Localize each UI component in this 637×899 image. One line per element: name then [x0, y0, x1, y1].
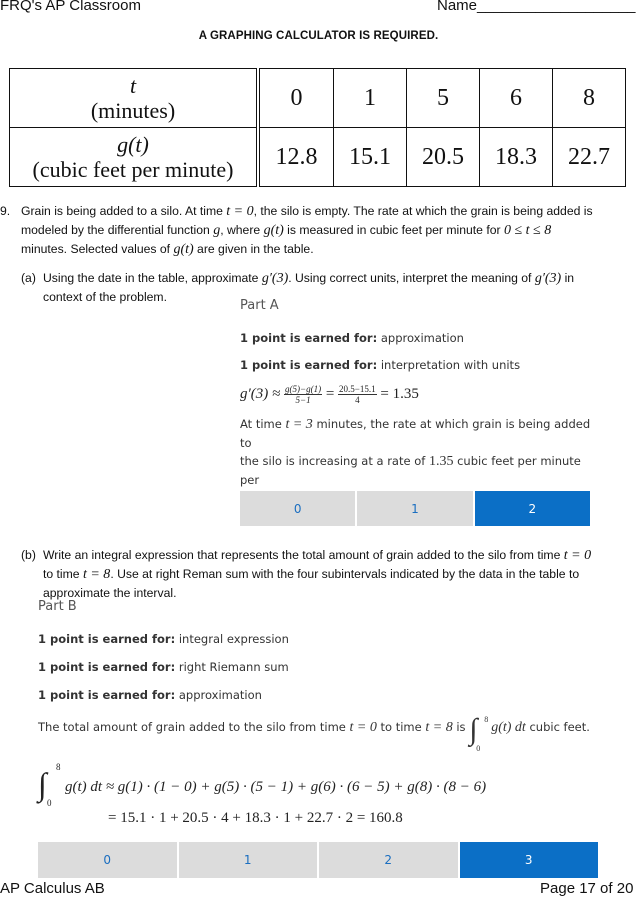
- riemann-sum-line1: ∫ 8 0 g(t) dt ≈ g(1) · (1 − 0) + g(5) · (5 − 1) + g(6) · (6 − 5) + g(8) · (8 − 6): [38, 762, 487, 808]
- calculator-requirement: A GRAPHING CALCULATOR IS REQUIRED.: [198, 30, 439, 42]
- part-a-score-selector: [240, 491, 590, 526]
- part-a-label: (a): [21, 271, 36, 285]
- part-b-label: (b): [21, 548, 36, 562]
- g-symbol: g(t): [117, 132, 149, 157]
- part-b-title: Part B: [38, 599, 77, 614]
- total-statement: The total amount of grain added to the silo from time t = 0 to time t = 8 is ∫ 8 0 g(t) dt cubic feet.: [38, 713, 590, 753]
- t-value: 1: [334, 69, 407, 128]
- course-footer: AP Calculus AB: [0, 880, 105, 897]
- score-1-button[interactable]: 1: [357, 491, 472, 526]
- table-row: [10, 128, 626, 187]
- score-2-button[interactable]: 2: [475, 491, 590, 526]
- g-value: 18.3: [480, 128, 553, 187]
- g-value: 20.5: [407, 128, 480, 187]
- riemann-sum: [38, 762, 633, 827]
- score-2-button[interactable]: 2: [319, 842, 458, 878]
- t-value: 8: [552, 69, 625, 128]
- question-number: 9.: [0, 204, 11, 218]
- t-units: (minutes): [90, 98, 176, 123]
- t-value: 5: [407, 69, 480, 128]
- score-0-button[interactable]: 0: [240, 491, 355, 526]
- g-row-label: [10, 128, 259, 187]
- g-value: 15.1: [334, 128, 407, 187]
- score-3-button[interactable]: 3: [460, 842, 599, 878]
- part-b-score-selector: [38, 842, 598, 878]
- score-0-button[interactable]: 0: [38, 842, 177, 878]
- g-value: 22.7: [552, 128, 625, 187]
- part-b-prompt: Write an integral expression that represents the total amount of grain added to the silo from time t = 0 to time t = 8. Use at right Reman sum with the four subintervals indicated by the data in the table to approximate the interval.: [43, 548, 592, 600]
- criterion: 1 point is earned for: right Riemann sum: [38, 660, 289, 674]
- derivative-approximation: g′(3) ≈ $\frac{g(5)-g(1)}{5-1}$ = $\frac{20.5-15.1}{4}$ = 1.35: [240, 384, 419, 405]
- g-value: 12.8: [258, 128, 334, 187]
- table-row: [10, 69, 626, 128]
- part-a-scoring: [240, 298, 600, 507]
- t-symbol: t: [129, 73, 137, 98]
- integral-sign: ∫: [38, 766, 47, 802]
- criterion: 1 point is earned for: approximation: [38, 688, 262, 702]
- t-value: 0: [258, 69, 334, 128]
- score-1-button[interactable]: 1: [179, 842, 318, 878]
- t-row-label: [10, 69, 259, 128]
- criterion: 1 point is earned for: interpretation with units: [240, 358, 521, 372]
- t-value: 6: [480, 69, 553, 128]
- question-stem: Grain is being added to a silo. At time t = 0, the silo is empty. The rate at which the grain is being added is modeled by the differential function g, where g(t) is measured in cubic feet per minute for 0 ≤ t ≤ 8 minutes. Selected values of g(t) are given in the table.: [21, 204, 593, 257]
- course-header: FRQ's AP Classroom: [0, 0, 141, 14]
- name-line: Name___________________: [437, 0, 636, 14]
- criterion: 1 point is earned for: approximation: [240, 331, 464, 345]
- values-table: [9, 68, 626, 187]
- part-b-scoring: [38, 599, 628, 702]
- criterion: 1 point is earned for: integral expression: [38, 632, 289, 646]
- riemann-sum-line2: = 15.1 · 1 + 20.5 · 4 + 18.3 · 1 + 22.7 · 2 = 160.8: [108, 810, 403, 826]
- interpretation: At time t = 3 minutes, the rate at which grain is being added to the silo is increasing at a rate of 1.35 cubic feet per minute per: [240, 417, 591, 487]
- part-a-title: Part A: [240, 298, 279, 313]
- page-number: Page 17 of 20: [540, 880, 634, 897]
- g-units: (cubic feet per minute): [32, 157, 234, 182]
- part-a-prompt: Using the date in the table, approximate g′(3). Using correct units, interpret the meaning of g′(3) in context of the problem.: [43, 271, 575, 304]
